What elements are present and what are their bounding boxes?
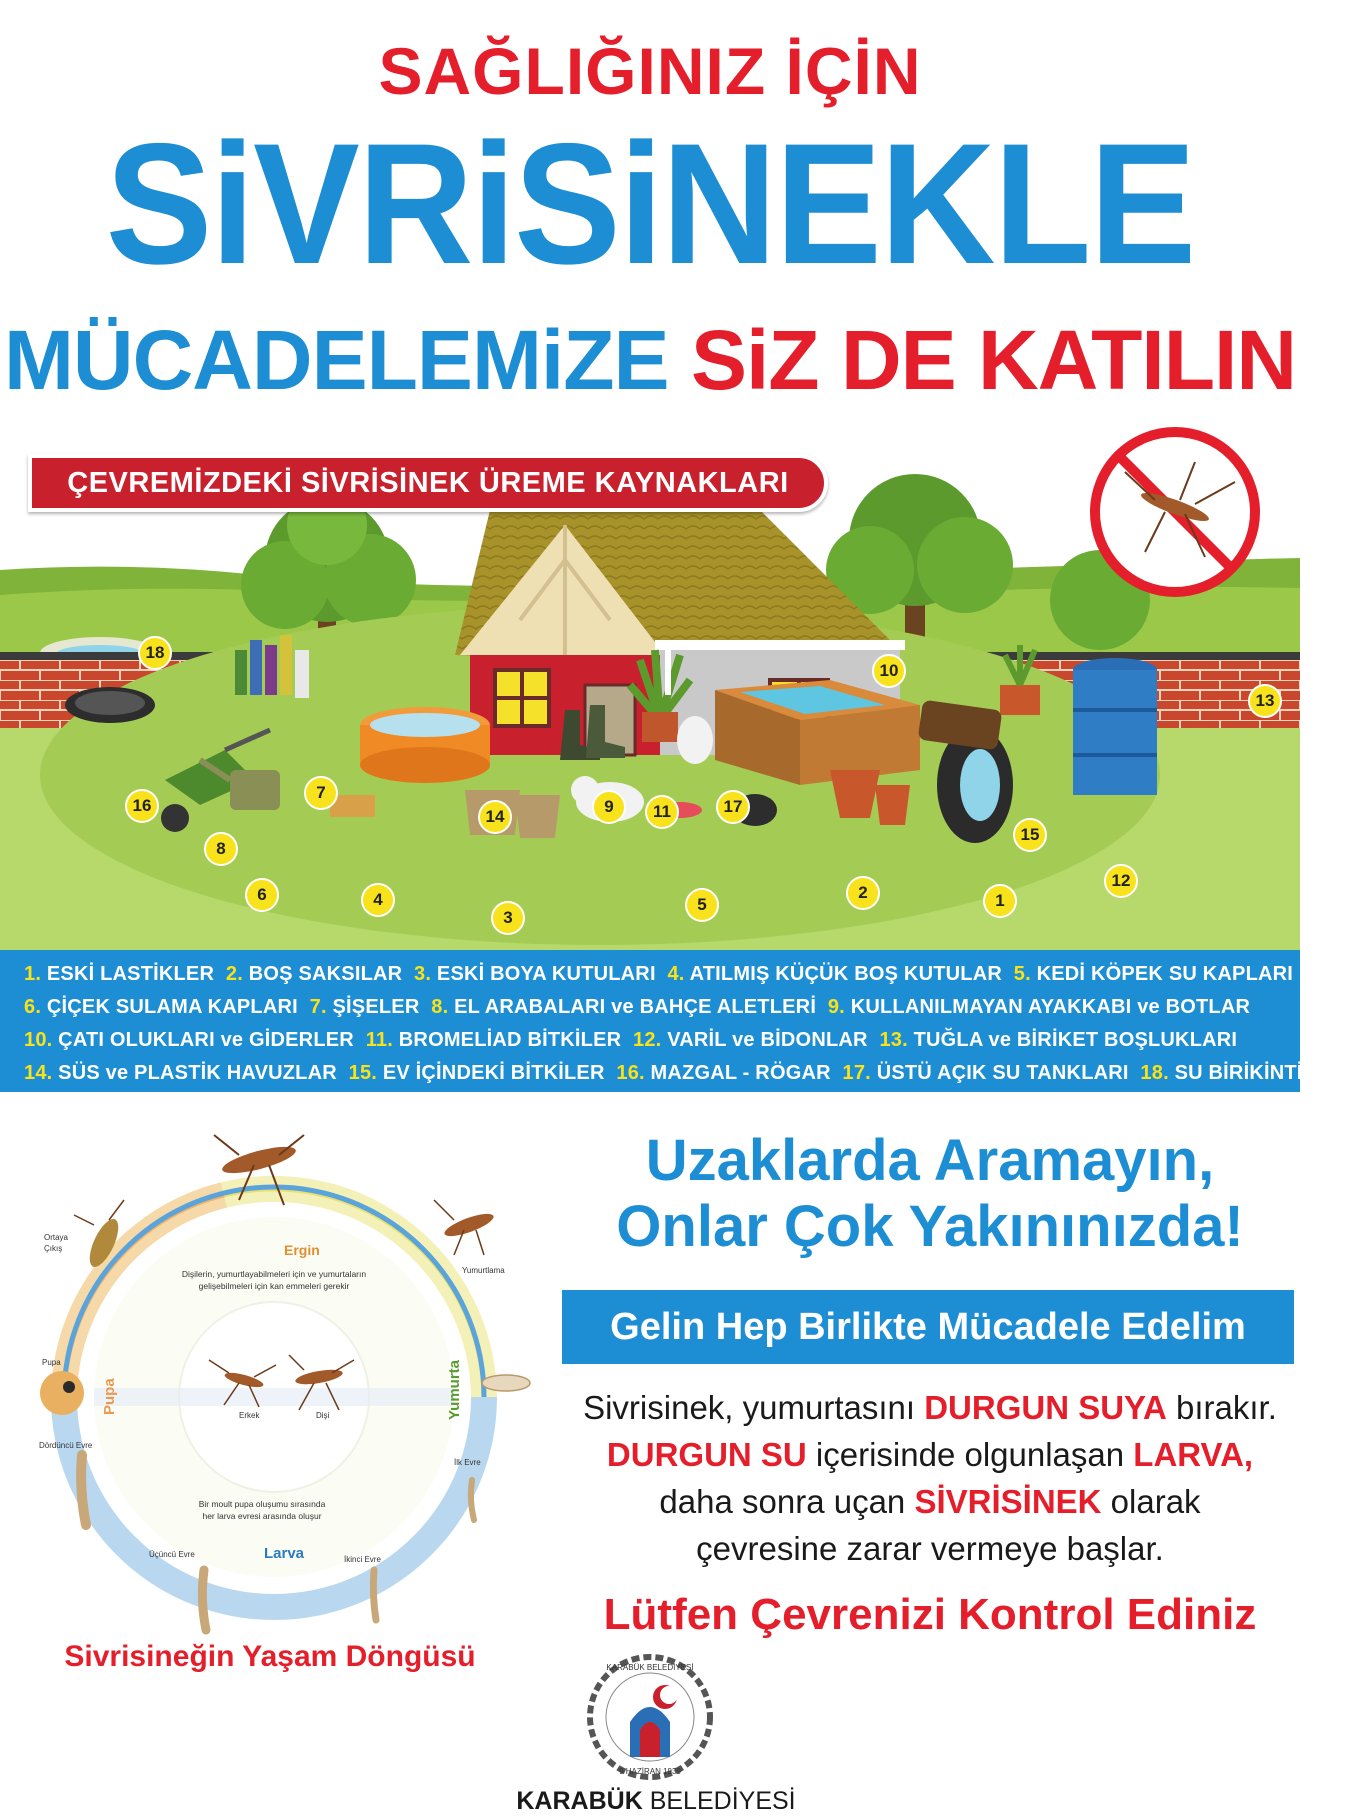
label-dorduncu-evre: Dördüncü Evre xyxy=(39,1441,93,1450)
marker-14: 14 xyxy=(478,800,512,834)
larva-3rd-icon xyxy=(202,1570,206,1630)
logo-ring-top: KARABÜK BELEDİYESİ xyxy=(606,1663,694,1672)
karabuk-municipality-logo xyxy=(585,1652,715,1782)
stage-larva-label: Larva xyxy=(264,1545,305,1562)
label-erkek: Erkek xyxy=(239,1411,260,1420)
label-ikinci-evre: İkinci Evre xyxy=(344,1555,381,1564)
marker-10: 10 xyxy=(872,654,906,688)
headline-line3 xyxy=(0,313,1300,407)
marker-15: 15 xyxy=(1013,818,1047,852)
municipality-name-regular: BELEDİYESİ xyxy=(642,1787,796,1815)
body-line: Sivrisinek, yumurtasını DURGUN SUYA bırakır. xyxy=(583,1389,1277,1426)
headline-line3-blue: MÜCADELEMiZE xyxy=(3,313,669,407)
marker-17: 17 xyxy=(716,790,750,824)
legend-item-17: 17. ÜSTÜ AÇIK SU TANKLARI xyxy=(842,1062,1129,1084)
label-yumurtlama: Yumurtlama xyxy=(462,1266,505,1275)
logo-ring-bottom: 9 HAZİRAN 1939 xyxy=(619,1767,681,1776)
label-disi: Dişi xyxy=(316,1411,330,1420)
legend-row xyxy=(24,1024,1282,1057)
mosquito-life-cycle-diagram xyxy=(14,1115,534,1660)
mosquito-laying-icon xyxy=(434,1200,496,1255)
marker-16: 16 xyxy=(125,789,159,823)
legend-item-11: 11. BROMELİAD BİTKİLER xyxy=(365,1029,622,1051)
label-ortaya-line1: Ortaya xyxy=(44,1233,69,1242)
marker-9: 9 xyxy=(592,790,626,824)
body-line: çevresine zarar vermeye başlar. xyxy=(696,1530,1164,1567)
marker-7: 7 xyxy=(304,776,338,810)
marker-3: 3 xyxy=(491,901,525,935)
marker-4: 4 xyxy=(361,883,395,917)
stage-yumurta-label: Yumurta xyxy=(446,1359,463,1420)
legend-item-3: 3. ESKİ BOYA KUTULARI xyxy=(414,963,656,985)
body-line: daha sonra uçan SİVRİSİNEK olarak xyxy=(659,1483,1201,1520)
legend-row xyxy=(24,991,1282,1024)
legend-item-6: 6. ÇİÇEK SULAMA KAPLARI xyxy=(24,996,298,1018)
legend-item-8: 8. EL ARABALARI ve BAHÇE ALETLERİ xyxy=(431,996,817,1018)
body-line: DURGUN SU içerisinde olgunlaşan LARVA, xyxy=(606,1436,1254,1473)
legend-item-1: 1. ESKİ LASTİKLER xyxy=(24,963,215,985)
municipality-name xyxy=(496,1787,816,1816)
larva-1st-icon xyxy=(471,1480,474,1520)
right-panel-title xyxy=(560,1128,1300,1260)
marker-1: 1 xyxy=(983,884,1017,918)
marker-11: 11 xyxy=(645,795,679,829)
headline-line1: SAĞLIĞINIZ İÇİN xyxy=(378,34,922,108)
life-cycle-title: Sivrisineğin Yaşam Döngüsü xyxy=(64,1640,476,1673)
breeding-sources-banner: ÇEVREMİZDEKİ SİVRİSİNEK ÜREME KAYNAKLARI xyxy=(28,454,828,512)
legend-row xyxy=(24,958,1294,991)
label-ilk-evre: İlk Evre xyxy=(454,1458,481,1467)
right-panel-title-line1: Uzaklarda Aramayın, xyxy=(645,1128,1215,1193)
legend-item-13: 13. TUĞLA ve BİRİKET BOŞLUKLARI xyxy=(879,1029,1238,1051)
marker-12: 12 xyxy=(1104,864,1138,898)
call-to-action: Lütfen Çevrenizi Kontrol Ediniz xyxy=(603,1590,1257,1639)
larva-4th-icon xyxy=(81,1455,86,1525)
legend-row xyxy=(24,1057,1349,1090)
breeding-sources-scene xyxy=(0,440,1300,950)
legend-item-10: 10. ÇATI OLUKLARI ve GİDERLER xyxy=(24,1029,354,1051)
legend-item-15: 15. EV İÇİNDEKİ BİTKİLER xyxy=(348,1062,605,1084)
label-ortaya-line2: Çıkış xyxy=(44,1244,63,1253)
breeding-sources-legend xyxy=(0,950,1349,1092)
marker-5: 5 xyxy=(685,888,719,922)
legend-item-2: 2. BOŞ SAKSILAR xyxy=(225,963,403,985)
legend-item-16: 16. MAZGAL - RÖGAR xyxy=(616,1062,831,1084)
legend-item-18: 18. SU BİRİKİNTİLERİ xyxy=(1140,1062,1349,1084)
legend-item-5: 5. KEDİ KÖPEK SU KAPLARI xyxy=(1013,963,1294,985)
right-panel-body xyxy=(560,1384,1300,1572)
right-panel-banner: Gelin Hep Birlikte Mücadele Edelim xyxy=(562,1290,1294,1364)
stage-ergin-label: Ergin xyxy=(284,1242,320,1258)
larva-2nd-icon xyxy=(373,1570,376,1620)
legend-item-14: 14. SÜS ve PLASTİK HAVUZLAR xyxy=(24,1062,337,1084)
right-panel-title-line2: Onlar Çok Yakınınızda! xyxy=(616,1194,1244,1259)
headline-line2: SiVRiSiNEKLE xyxy=(105,108,1195,300)
municipality-name-bold: KARABÜK xyxy=(516,1787,643,1815)
egg-raft-icon xyxy=(482,1375,530,1391)
legend-item-9: 9. KULLANILMAYAN AYAKKABI ve BOTLAR xyxy=(827,996,1251,1018)
stage-pupa-label: Pupa xyxy=(101,1378,118,1415)
marker-8: 8 xyxy=(204,832,238,866)
note-bottom-line2: her larva evresi arasında oluşur xyxy=(202,1511,322,1521)
legend-item-7: 7. ŞİŞELER xyxy=(309,996,420,1018)
legend-item-4: 4. ATILMIŞ KÜÇÜK BOŞ KUTULAR xyxy=(667,963,1002,985)
legend-item-12: 12. VARİL ve BİDONLAR xyxy=(633,1029,868,1051)
note-bottom-line1: Bir moult pupa oluşumu sırasında xyxy=(198,1499,326,1509)
note-top-line1: Dişilerin, yumurtlayabilmeleri için ve yumurtaların xyxy=(181,1269,367,1279)
label-ucuncu-evre: Üçüncü Evre xyxy=(149,1550,195,1559)
pupa-icon xyxy=(40,1371,84,1415)
note-top-line2: gelişebilmeleri için kan emmeleri gerekir xyxy=(198,1281,350,1291)
no-mosquito-icon xyxy=(1085,422,1265,602)
headline-line3-red: SiZ DE KATILIN xyxy=(690,313,1297,407)
marker-6: 6 xyxy=(245,878,279,912)
label-pupa-small: Pupa xyxy=(42,1358,61,1367)
marker-13: 13 xyxy=(1248,684,1282,718)
marker-18: 18 xyxy=(138,636,172,670)
marker-2: 2 xyxy=(846,876,880,910)
